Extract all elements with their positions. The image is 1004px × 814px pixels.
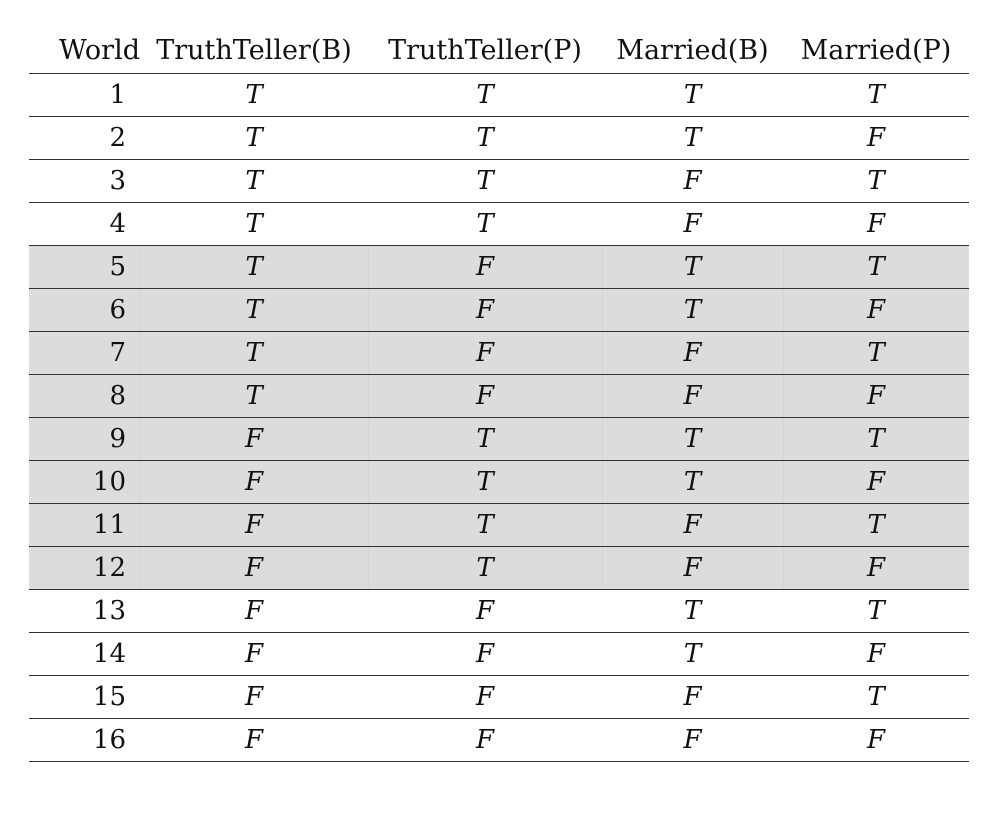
married-b-cell: T [602, 289, 783, 332]
married-p-cell: F [783, 289, 969, 332]
truthteller-b-cell: T [140, 289, 368, 332]
world-number-cell: 8 [29, 375, 140, 418]
table-row [29, 203, 969, 246]
world-number-cell: 10 [29, 461, 140, 504]
married-b-cell: F [602, 203, 783, 246]
married-b-cell: T [602, 246, 783, 289]
table-row [29, 74, 969, 117]
truthteller-p-cell: T [368, 418, 602, 461]
table-row [29, 117, 969, 160]
truthteller-b-cell: T [140, 74, 368, 117]
truthteller-b-cell: T [140, 332, 368, 375]
married-b-cell: F [602, 676, 783, 719]
world-number-cell: 3 [29, 160, 140, 203]
table-row [29, 633, 969, 676]
married-b-cell: T [602, 117, 783, 160]
married-b-cell: T [602, 633, 783, 676]
married-p-cell: T [783, 676, 969, 719]
world-number-cell: 6 [29, 289, 140, 332]
truthteller-b-cell: T [140, 117, 368, 160]
married-p-cell: F [783, 203, 969, 246]
married-p-cell: T [783, 332, 969, 375]
table-row [29, 375, 969, 418]
world-number-cell: 5 [29, 246, 140, 289]
married-p-cell: F [783, 461, 969, 504]
truthteller-b-cell: F [140, 547, 368, 590]
table-row [29, 418, 969, 461]
married-b-cell: T [602, 590, 783, 633]
table-row [29, 504, 969, 547]
table-row [29, 160, 969, 203]
world-number-cell: 15 [29, 676, 140, 719]
married-p-cell: F [783, 117, 969, 160]
truthteller-b-cell: T [140, 203, 368, 246]
header-married-p: Married(P) [783, 28, 969, 74]
married-p-cell: T [783, 160, 969, 203]
truthteller-p-cell: T [368, 203, 602, 246]
married-b-cell: T [602, 74, 783, 117]
table-row [29, 246, 969, 289]
truthteller-p-cell: F [368, 676, 602, 719]
married-p-cell: F [783, 375, 969, 418]
table-row [29, 590, 969, 633]
married-p-cell: F [783, 633, 969, 676]
truthteller-p-cell: F [368, 246, 602, 289]
married-b-cell: F [602, 375, 783, 418]
world-number-cell: 7 [29, 332, 140, 375]
world-number-cell: 12 [29, 547, 140, 590]
married-p-cell: T [783, 418, 969, 461]
table-row [29, 289, 969, 332]
truthteller-b-cell: T [140, 246, 368, 289]
married-p-cell: T [783, 590, 969, 633]
married-b-cell: T [602, 461, 783, 504]
header-truthteller-p: TruthTeller(P) [368, 28, 602, 74]
truthteller-b-cell: F [140, 504, 368, 547]
world-number-cell: 4 [29, 203, 140, 246]
truthteller-b-cell: F [140, 719, 368, 762]
truthteller-p-cell: T [368, 547, 602, 590]
married-b-cell: F [602, 547, 783, 590]
table-row [29, 461, 969, 504]
married-p-cell: F [783, 719, 969, 762]
world-number-cell: 13 [29, 590, 140, 633]
table-row [29, 719, 969, 762]
world-number-cell: 1 [29, 74, 140, 117]
world-number-cell: 2 [29, 117, 140, 160]
married-p-cell: T [783, 246, 969, 289]
truthteller-b-cell: F [140, 418, 368, 461]
married-b-cell: F [602, 332, 783, 375]
truthteller-p-cell: F [368, 289, 602, 332]
married-b-cell: T [602, 418, 783, 461]
table-row [29, 676, 969, 719]
truthteller-p-cell: T [368, 461, 602, 504]
truthteller-p-cell: T [368, 160, 602, 203]
truthteller-b-cell: F [140, 461, 368, 504]
truthteller-b-cell: F [140, 590, 368, 633]
married-b-cell: F [602, 504, 783, 547]
truthteller-p-cell: F [368, 590, 602, 633]
married-p-cell: T [783, 74, 969, 117]
header-married-b: Married(B) [602, 28, 783, 74]
truthteller-p-cell: F [368, 332, 602, 375]
truthteller-p-cell: F [368, 719, 602, 762]
truthteller-b-cell: F [140, 633, 368, 676]
table-row [29, 332, 969, 375]
truth-table [29, 28, 969, 762]
married-b-cell: F [602, 719, 783, 762]
truthteller-p-cell: T [368, 504, 602, 547]
header-row [29, 28, 969, 74]
truthteller-p-cell: T [368, 74, 602, 117]
truthteller-p-cell: F [368, 633, 602, 676]
header-world: World [29, 28, 140, 74]
truthteller-b-cell: T [140, 375, 368, 418]
world-number-cell: 16 [29, 719, 140, 762]
world-number-cell: 9 [29, 418, 140, 461]
truthteller-b-cell: T [140, 160, 368, 203]
married-b-cell: F [602, 160, 783, 203]
truthteller-p-cell: F [368, 375, 602, 418]
truthteller-p-cell: T [368, 117, 602, 160]
married-p-cell: T [783, 504, 969, 547]
truthteller-b-cell: F [140, 676, 368, 719]
table-body [29, 74, 969, 762]
table-header [29, 28, 969, 74]
header-truthteller-b: TruthTeller(B) [140, 28, 368, 74]
world-number-cell: 11 [29, 504, 140, 547]
table-row [29, 547, 969, 590]
world-number-cell: 14 [29, 633, 140, 676]
married-p-cell: F [783, 547, 969, 590]
